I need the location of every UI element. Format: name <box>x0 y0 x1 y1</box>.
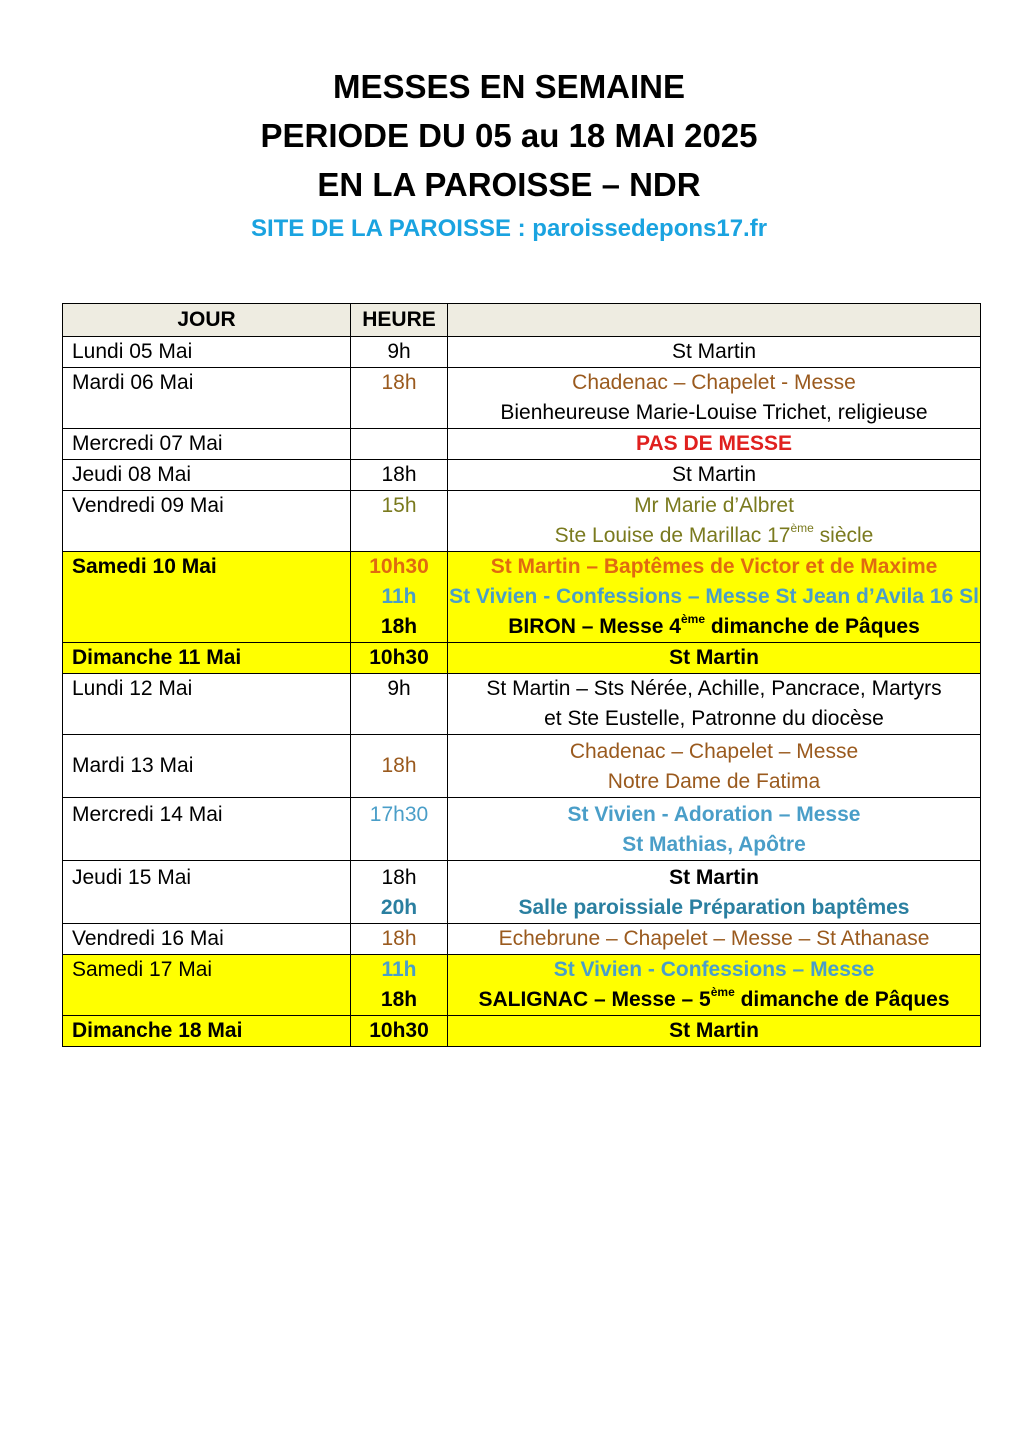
hour-cell <box>351 460 448 491</box>
table-row <box>63 798 981 861</box>
header-heure: HEURE <box>351 304 448 337</box>
day-cell: Mercredi 07 Mai <box>63 429 351 460</box>
day-cell: Mardi 06 Mai <box>63 368 351 429</box>
hour: 10h30 <box>369 646 429 669</box>
hour: 18h <box>381 463 417 486</box>
desc-line: St Martin <box>671 463 757 486</box>
desc-cell <box>448 643 981 674</box>
day-cell: Lundi 12 Mai <box>63 674 351 735</box>
day-cell: Jeudi 08 Mai <box>63 460 351 491</box>
desc-line: PAS DE MESSE <box>636 432 792 455</box>
page-header <box>0 62 1018 249</box>
desc-line: St Martin – Baptêmes de Victor et de Maxime <box>490 555 938 578</box>
hour-cell <box>351 643 448 674</box>
table-row <box>63 460 981 491</box>
day-cell: Samedi 10 Mai <box>63 552 351 643</box>
desc-cell <box>448 735 981 798</box>
desc-line: St Martin <box>669 646 759 669</box>
hour-cell <box>351 491 448 552</box>
desc-line: St Vivien - Confessions – Messe <box>553 958 875 981</box>
desc-line: Chadenac – Chapelet – Messe <box>569 740 859 763</box>
hour-cell <box>351 552 448 643</box>
period-title: PERIODE DU 05 au 18 MAI 2025 <box>260 117 758 154</box>
hour: 18h <box>381 866 417 889</box>
header-jour: JOUR <box>63 304 351 337</box>
table-row <box>63 674 981 735</box>
hour-cell <box>351 1016 448 1047</box>
hour-cell <box>351 735 448 798</box>
hour: 11h <box>381 585 417 608</box>
hour: 15h <box>381 494 417 517</box>
desc-cell <box>448 552 981 643</box>
hour: 9h <box>387 677 411 700</box>
hour-cell <box>351 429 448 460</box>
hour: 10h30 <box>369 1019 429 1042</box>
desc-line: St Martin – Sts Nérée, Achille, Pancrace, Martyrs <box>486 677 942 700</box>
desc-line: St Martin <box>669 866 759 889</box>
desc-line: Echebrune – Chapelet – Messe – St Athanase <box>498 927 930 950</box>
table-row <box>63 337 981 368</box>
desc-cell <box>448 924 981 955</box>
table-row <box>63 924 981 955</box>
hour-cell <box>351 955 448 1016</box>
desc-line: St Martin <box>669 1019 759 1042</box>
table-row <box>63 643 981 674</box>
table-row <box>63 955 981 1016</box>
day-cell: Dimanche 11 Mai <box>63 643 351 674</box>
table-row <box>63 552 981 643</box>
table-row <box>63 429 981 460</box>
hour: 18h <box>381 371 417 394</box>
hour: 18h <box>380 988 418 1011</box>
header-details <box>448 304 981 337</box>
desc-line: Ste Louise de Marillac 17ème siècle <box>554 521 874 547</box>
desc-cell <box>448 861 981 924</box>
hour-cell <box>351 674 448 735</box>
day-cell: Lundi 05 Mai <box>63 337 351 368</box>
hour: 18h <box>380 615 418 638</box>
hour: 11h <box>381 958 417 981</box>
desc-cell <box>448 368 981 429</box>
desc-cell <box>448 460 981 491</box>
desc-line: Notre Dame de Fatima <box>607 770 821 793</box>
day-cell: Jeudi 15 Mai <box>63 861 351 924</box>
hour-cell <box>351 337 448 368</box>
hour: 18h <box>381 927 417 950</box>
hour-cell <box>351 861 448 924</box>
table-header-row <box>63 304 981 337</box>
desc-cell <box>448 491 981 552</box>
hour: 20h <box>380 896 418 919</box>
table-row <box>63 491 981 552</box>
schedule-table <box>62 303 981 1047</box>
desc-cell <box>448 1016 981 1047</box>
table-row <box>63 735 981 798</box>
hour-cell <box>351 924 448 955</box>
day-cell: Mercredi 14 Mai <box>63 798 351 861</box>
day-cell: Dimanche 18 Mai <box>63 1016 351 1047</box>
desc-cell <box>448 798 981 861</box>
page-title: MESSES EN SEMAINE <box>332 68 686 105</box>
hour: 10h30 <box>369 555 429 578</box>
table-row <box>63 368 981 429</box>
desc-line: BIRON – Messe 4ème dimanche de Pâques <box>508 612 920 638</box>
desc-line: St Mathias, Apôtre <box>622 833 806 856</box>
desc-line: Salle paroissiale Préparation baptêmes <box>518 896 910 919</box>
desc-line: St Vivien - Confessions – Messe St Jean d’Avila 16 Sl <box>449 585 979 608</box>
site-link[interactable]: SITE DE LA PAROISSE : paroissedepons17.fr <box>250 215 768 242</box>
parish-title: EN LA PAROISSE – NDR <box>317 166 701 203</box>
day-cell: Mardi 13 Mai <box>63 735 351 798</box>
day-cell: Samedi 17 Mai <box>63 955 351 1016</box>
hour: 17h30 <box>369 803 429 826</box>
hour: 9h <box>387 340 411 363</box>
desc-cell <box>448 674 981 735</box>
hour: 18h <box>381 754 417 777</box>
desc-cell <box>448 955 981 1016</box>
desc-cell <box>448 429 981 460</box>
day-cell: Vendredi 09 Mai <box>63 491 351 552</box>
desc-line: SALIGNAC – Messe – 5ème dimanche de Pâques <box>478 985 950 1011</box>
hour-cell <box>351 798 448 861</box>
desc-line: Chadenac – Chapelet - Messe <box>572 371 856 394</box>
desc-line: Mr Marie d’Albret <box>634 494 794 517</box>
table-row <box>63 861 981 924</box>
table-row <box>63 1016 981 1047</box>
desc-cell <box>448 337 981 368</box>
desc-line: et Ste Eustelle, Patronne du diocèse <box>544 707 884 730</box>
day-cell: Vendredi 16 Mai <box>63 924 351 955</box>
desc-line: St Martin <box>671 340 757 363</box>
desc-line: St Vivien - Adoration – Messe <box>567 803 861 826</box>
desc-line: Bienheureuse Marie-Louise Trichet, religieuse <box>500 401 928 424</box>
hour-cell <box>351 368 448 429</box>
